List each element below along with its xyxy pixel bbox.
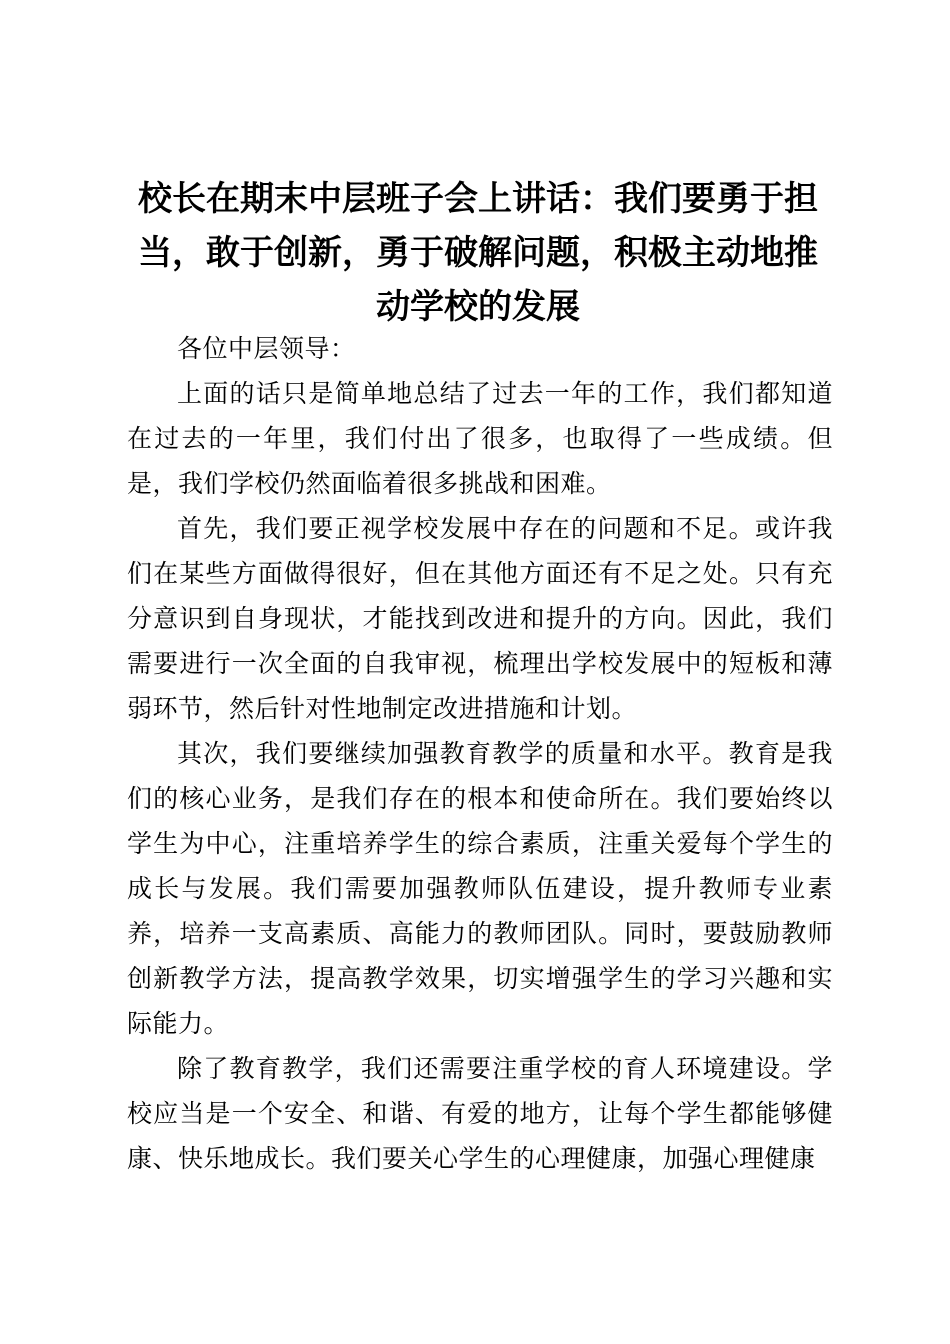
paragraph-3: 其次，我们要继续加强教育教学的质量和水平。教育是我们的核心业务，是我们存在的根本和使命所在。我们要始终以学生为中心，注重培养学生的综合素质，注重关爱每个学生的成长与发展。我们需要加强教师队伍建设，提升教师专业素养，培养一支高素质、高能力的教师团队。同时，要鼓励教师创新教学方法，提高教学效果，切实增强学生的学习兴趣和实际能力。 — [127, 739, 833, 1038]
paragraph-2: 首先，我们要正视学校发展中存在的问题和不足。或许我们在某些方面做得很好，但在其他方面还有不足之处。只有充分意识到自身现状，才能找到改进和提升的方向。因此，我们需要进行一次全面的自我审视，梳理出学校发展中的短板和薄弱环节，然后针对性地制定改进措施和计划。 — [127, 514, 833, 723]
document-body — [127, 326, 833, 1181]
paragraph-4: 除了教育教学，我们还需要注重学校的育人环境建设。学校应当是一个安全、和谐、有爱的地方，让每个学生都能够健康、快乐地成长。我们要关心学生的心理健康，加强心理健康 — [127, 1054, 833, 1173]
salutation: 各位中层领导： — [177, 334, 356, 363]
paragraph-1: 上面的话只是简单地总结了过去一年的工作，我们都知道在过去的一年里，我们付出了很多，也取得了一些成绩。但是，我们学校仍然面临着很多挑战和困难。 — [127, 379, 833, 498]
document-title: 校长在期末中层班子会上讲话：我们要勇于担当，敢于创新，勇于破解问题，积极主动地推动学校的发展 — [138, 179, 818, 327]
